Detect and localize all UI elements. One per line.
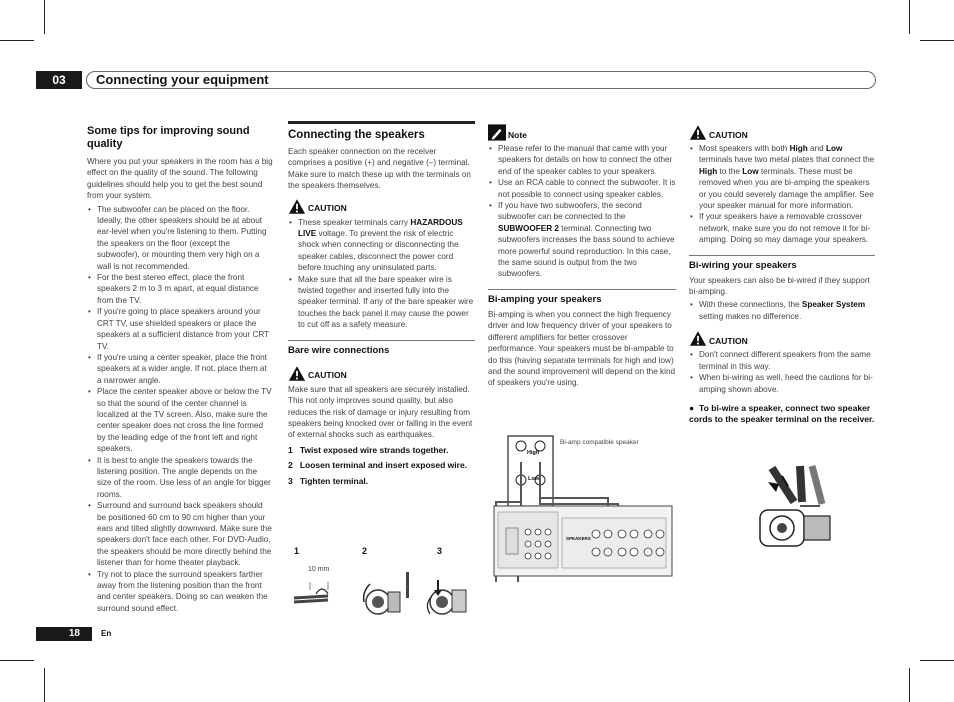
speakers-label: SPEAKERS [566, 536, 591, 541]
crop-mark [920, 40, 954, 41]
language-code: En [101, 629, 112, 638]
warning-icon [689, 330, 707, 347]
biwire-list [689, 299, 875, 322]
list-item: • If you're going to place speakers around your CRT TV, use shielded speakers or place the speakers at a sufficient distance from your CRT TV. [87, 306, 273, 352]
list-item: • With these connections, the Speaker System setting makes no difference. [689, 299, 875, 322]
section-rule [288, 121, 475, 124]
caution-block [288, 365, 475, 382]
list-item: • These speaker terminals carry HAZARDOUS LIVE voltage. To prevent the risk of electric shock when connecting or disconnecting the speaker cables, disconnect the power cord before touching any uninsulated parts. [288, 217, 475, 274]
step-1: 1 Twist exposed wire strands together. [288, 444, 449, 455]
caution-label: CAUTION [308, 370, 347, 381]
caution-block [689, 330, 875, 347]
list-item: • Please refer to the manual that came with your speakers for details on how to connect the other end of the speaker cables to your speakers. [488, 143, 676, 177]
caution-block [689, 124, 875, 141]
chapter-number: 03 [36, 71, 82, 89]
step-3: 3 Tighten terminal. [288, 475, 369, 486]
caution-label: CAUTION [709, 335, 748, 346]
biamp-figure [488, 432, 675, 584]
section-rule [488, 289, 676, 290]
list-item: • Most speakers with both High and Low terminals have two metal plates that connect the High to the Low terminals. These must be removed when you are bi-amping the speakers or you could severely damage the amplifier. See your speaker manual for more information. [689, 143, 875, 211]
dimension-label: 10 mm [308, 566, 330, 573]
biwire-text: Your speakers can also be bi-wired if they support bi-amping. [689, 275, 870, 297]
list-item: • Use an RCA cable to connect the subwoofer. It is not possible to connect using speaker cables. [488, 177, 676, 200]
crop-mark [909, 668, 910, 702]
figure-label-1: 1 [294, 546, 300, 556]
section-rule [288, 340, 475, 341]
page-number: 18 [36, 627, 92, 641]
low-label: Low [528, 476, 539, 482]
section-rule [689, 255, 875, 256]
bare-wire-figure [288, 546, 475, 616]
note-block [488, 124, 676, 141]
crop-mark [920, 660, 954, 661]
biamp-text: Bi-amping is when you connect the high frequency driver and low frequency driver of your speakers to different amplifiers for better crossover performance. Your speakers must be bi-ampable to do this (having separate terminals for high and low) and the sound improvement will depend on the kind of speakers you're using. [488, 309, 676, 388]
connecting-intro: Each speaker connection on the receiver comprises a positive (+) and negative (–) terminal. Make sure to match these up with the terminals on the speakers themselves. [288, 147, 471, 191]
column-tips [87, 125, 273, 614]
crop-mark [0, 660, 34, 661]
list-item: • Place the center speaker above or below the TV so that the sound of the center channel is localized at the TV screen. Also, make sure the center speaker does not cross the line formed by the leading edge of the front left and right speakers. [87, 386, 273, 454]
bare-caution-text: Make sure that all speakers are securely installed. This not only improves sound quality, but also reduces the risk of damage or injury resulting from speakers being knocked over or falling in the event of external shocks such as earthquakes. [288, 384, 473, 440]
high-label: High [527, 450, 540, 456]
note-pencil-icon [488, 124, 506, 141]
list-item: • When bi-wiring as well, heed the cautions for bi-amping shown above. [689, 372, 875, 395]
crop-mark [44, 0, 45, 34]
caution-block [288, 198, 475, 215]
warning-icon [288, 365, 306, 382]
caution-label: CAUTION [709, 129, 748, 140]
bare-wire-heading: Bare wire connections [288, 344, 390, 356]
biwire-heading: Bi-wiring your speakers [689, 259, 797, 271]
column-biwire [689, 124, 875, 426]
bullet-dot-icon: ● [689, 402, 699, 413]
list-item: • The subwoofer can be placed on the floor. Ideally, the other speakers should be at about ear-level when you're listening to them. Putting the speakers on the floor (except the subwoofer), or mounting them very high on a wall is not recommended. [87, 204, 273, 272]
column-connecting [288, 121, 475, 487]
biamp-heading: Bi-amping your speakers [488, 293, 602, 305]
biwire-instruction: ● To bi-wire a speaker, connect two speaker cords to the speaker terminal on the receiver. [689, 402, 875, 425]
chapter-title: Connecting your equipment [96, 72, 269, 87]
tips-intro: Where you put your speakers in the room has a big effect on the quality of the sound. The following guidelines should help you to get the best sound from your system. [87, 157, 273, 201]
note-list [488, 143, 676, 280]
note-label: Note [508, 129, 527, 140]
biamp-illustration [488, 432, 675, 584]
list-item: • Surround and surround back speakers should be positioned 60 cm to 90 cm higher than your ears and tilted slightly downward. Make sure the speakers don't face each other. For DVD-Audio, the speakers should be more directly behind the listener than for home theater playback. [87, 500, 273, 568]
crop-mark [44, 668, 45, 702]
list-item: • It is best to angle the speakers towards the listening position. The angle depends on the size of the room. Use less of an angle for bigger rooms. [87, 455, 273, 501]
biwire-illustration [742, 462, 852, 552]
caution-list [288, 217, 475, 331]
tips-heading: Some tips for improving sound quality [87, 125, 250, 150]
caution-label: CAUTION [308, 203, 347, 214]
column-note [488, 124, 676, 389]
wire-steps-illustration [288, 558, 475, 616]
caution-list [689, 349, 875, 395]
warning-icon [689, 124, 707, 141]
figure-label-2: 2 [362, 546, 368, 556]
crop-mark [909, 0, 910, 34]
list-item: • If your speakers have a removable crossover network, make sure you do not remove it for bi-amping. Doing so may damage your speakers. [689, 211, 875, 245]
list-item: • If you have two subwoofers, the second subwoofer can be connected to the SUBWOOFER 2 terminal. Connecting two subwoofers increases the bass sound to achieve more powerful sound reproduction. In this case, the same sound is output from the two subwoofers. [488, 200, 676, 280]
figure-label-3: 3 [437, 546, 443, 556]
crop-mark [0, 40, 34, 41]
caution-list [689, 143, 875, 246]
list-item: • Make sure that all the bare speaker wire is twisted together and inserted fully into the speaker terminal. If any of the bare speaker wire touches the back panel it may cause the power to cut off as a safety measure. [288, 274, 475, 331]
list-item: • For the best stereo effect, place the front speakers 2 m to 3 m apart, at equal distance from the TV. [87, 272, 273, 306]
tips-list [87, 204, 273, 615]
list-item: • Try not to place the surround speakers farther away from the listening position than the front and center speakers. Doing so can weaken the surround sound effect. [87, 569, 273, 615]
step-2: 2 Loosen terminal and insert exposed wire. [288, 460, 468, 471]
connecting-heading: Connecting the speakers [288, 129, 425, 141]
list-item: • If you're using a center speaker, place the front speakers at a wider angle. If not, place them at a narrower angle. [87, 352, 273, 386]
list-item: • Don't connect different speakers from the same terminal in this way. [689, 349, 875, 372]
warning-icon [288, 198, 306, 215]
figure-caption: Bi-amp compatible speaker [560, 439, 639, 446]
